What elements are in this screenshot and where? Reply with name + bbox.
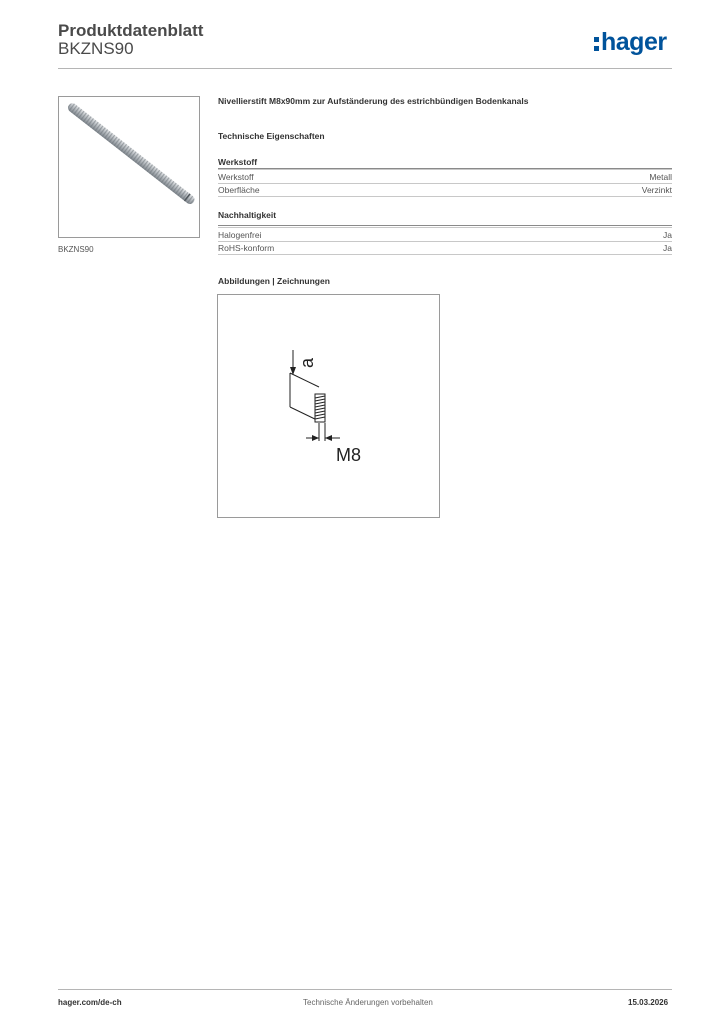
table-row [218, 169, 672, 183]
property-table-sustainability [218, 227, 672, 255]
product-image [58, 96, 200, 238]
dimension-label-thread: M8 [336, 445, 362, 465]
header-divider [58, 68, 672, 69]
table-row [218, 183, 672, 197]
footer-website-link[interactable]: hager.com/de-ch [58, 998, 122, 1007]
dimension-label-a: a [297, 357, 317, 368]
product-description: Nivellierstift M8x90mm zur Aufständerung des estrichbündigen Bodenkanals [218, 96, 529, 106]
section-title-technical: Technische Eigenschaften [218, 131, 325, 141]
logo-colon-icon [594, 35, 599, 52]
property-label: Oberfläche [218, 185, 260, 195]
table-row [218, 227, 672, 241]
group-title-sustainability: Nachhaltigkeit [218, 210, 277, 220]
footer-divider [58, 989, 672, 990]
footer-notice: Technische Änderungen vorbehalten [303, 998, 433, 1007]
property-value: Ja [663, 229, 672, 240]
hager-logo[interactable] [594, 28, 667, 57]
footer-date: 15.03.2026 [628, 998, 669, 1007]
threaded-rod-icon [59, 97, 200, 238]
section-title-drawings: Abbildungen | Zeichnungen [218, 276, 330, 286]
property-label: Werkstoff [218, 171, 254, 182]
property-table-material [218, 169, 672, 197]
group-divider [218, 225, 672, 226]
product-image-caption: BKZNS90 [58, 245, 94, 254]
technical-drawing [217, 294, 440, 518]
property-value: Verzinkt [641, 185, 672, 195]
property-value: Ja [663, 243, 672, 253]
property-value: Metall [649, 171, 672, 182]
property-label: RoHS-konform [218, 243, 275, 253]
product-code: BKZNS90 [58, 39, 134, 58]
property-label: Halogenfrei [218, 229, 262, 240]
table-row [218, 241, 672, 255]
page-title: Produktdatenblatt [58, 21, 204, 40]
logo-text: hager [601, 28, 667, 56]
group-title-material: Werkstoff [218, 157, 258, 167]
